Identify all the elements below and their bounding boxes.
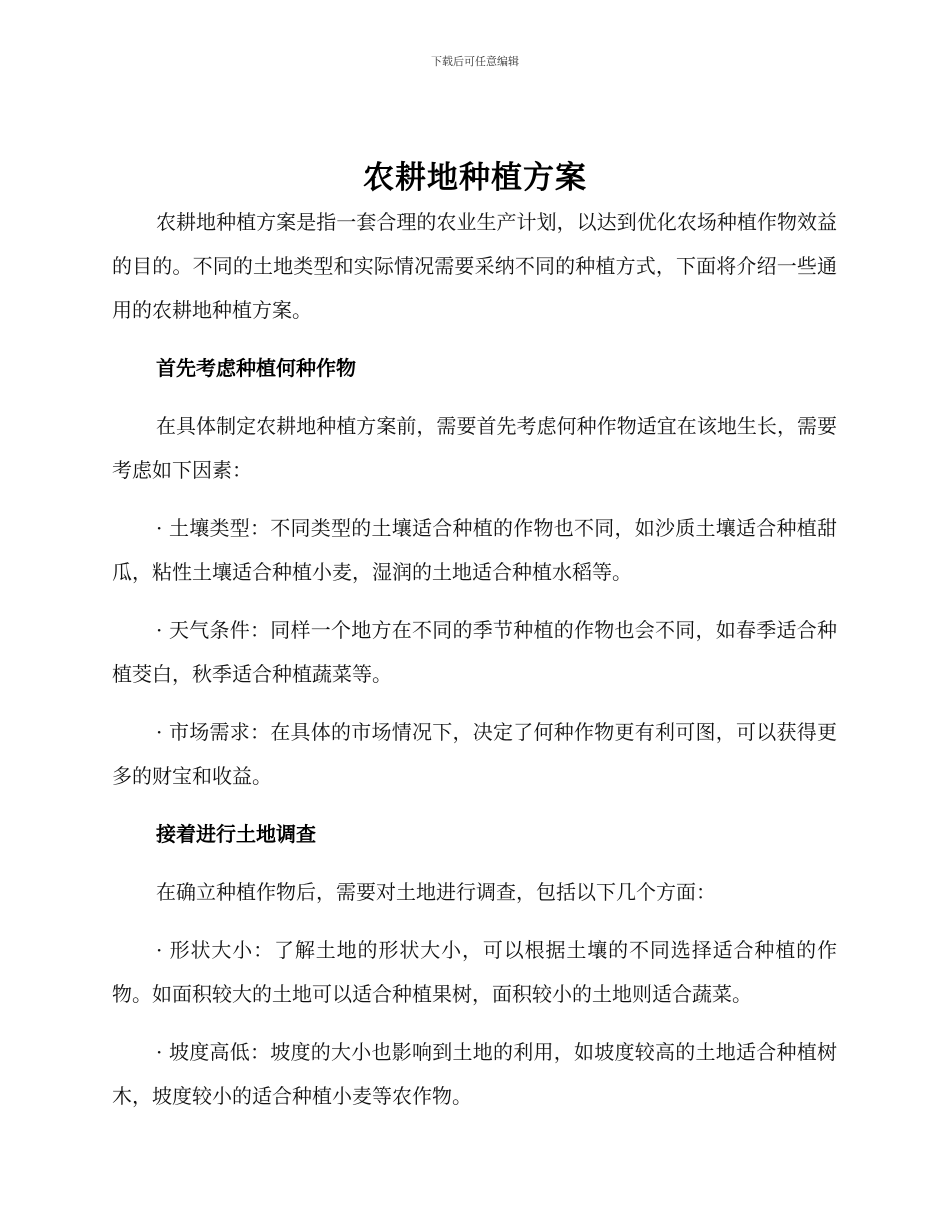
survey-intro-paragraph: 在确立种植作物后，需要对土地进行调查，包括以下几个方面： xyxy=(156,880,716,904)
page-header-note: 下载后可任意编辑 xyxy=(431,55,519,68)
section-heading-land-survey: 接着进行土地调查 xyxy=(156,822,316,846)
bullet-soil-type: · 土壤类型：不同类型的土壤适合种植的作物也不同，如沙质土壤适合种植甜瓜，粘性土壤适合种植小麦，湿润的土地适合种植水稻等。 xyxy=(112,516,837,584)
bullet-market-demand: · 市场需求：在具体的市场情况下，决定了何种作物更有利可图，可以获得更多的财宝和收益。 xyxy=(112,720,837,788)
intro-paragraph: 农耕地种植方案是指一套合理的农业生产计划，以达到优化农场种植作物效益的目的。不同的土地类型和实际情况需要采纳不同的种植方式，下面将介绍一些通用的农耕地种植方案。 xyxy=(112,210,837,322)
document-title: 农耕地种植方案 xyxy=(363,160,587,196)
section-heading-crops: 首先考虑种植何种作物 xyxy=(156,356,356,380)
crops-intro-paragraph: 在具体制定农耕地种植方案前，需要首先考虑何种作物适宜在该地生长，需要考虑如下因素： xyxy=(112,414,837,482)
bullet-shape-size: · 形状大小：了解土地的形状大小，可以根据土壤的不同选择适合种植的作物。如面积较大的土地可以适合种植果树，面积较小的土地则适合蔬菜。 xyxy=(112,938,837,1006)
document-body xyxy=(112,200,837,1132)
bullet-slope: · 坡度高低：坡度的大小也影响到土地的利用，如坡度较高的土地适合种植树木，坡度较小的适合种植小麦等农作物。 xyxy=(112,1040,837,1108)
bullet-weather: · 天气条件：同样一个地方在不同的季节种植的作物也会不同，如春季适合种植茭白，秋季适合种植蔬菜等。 xyxy=(112,618,837,686)
